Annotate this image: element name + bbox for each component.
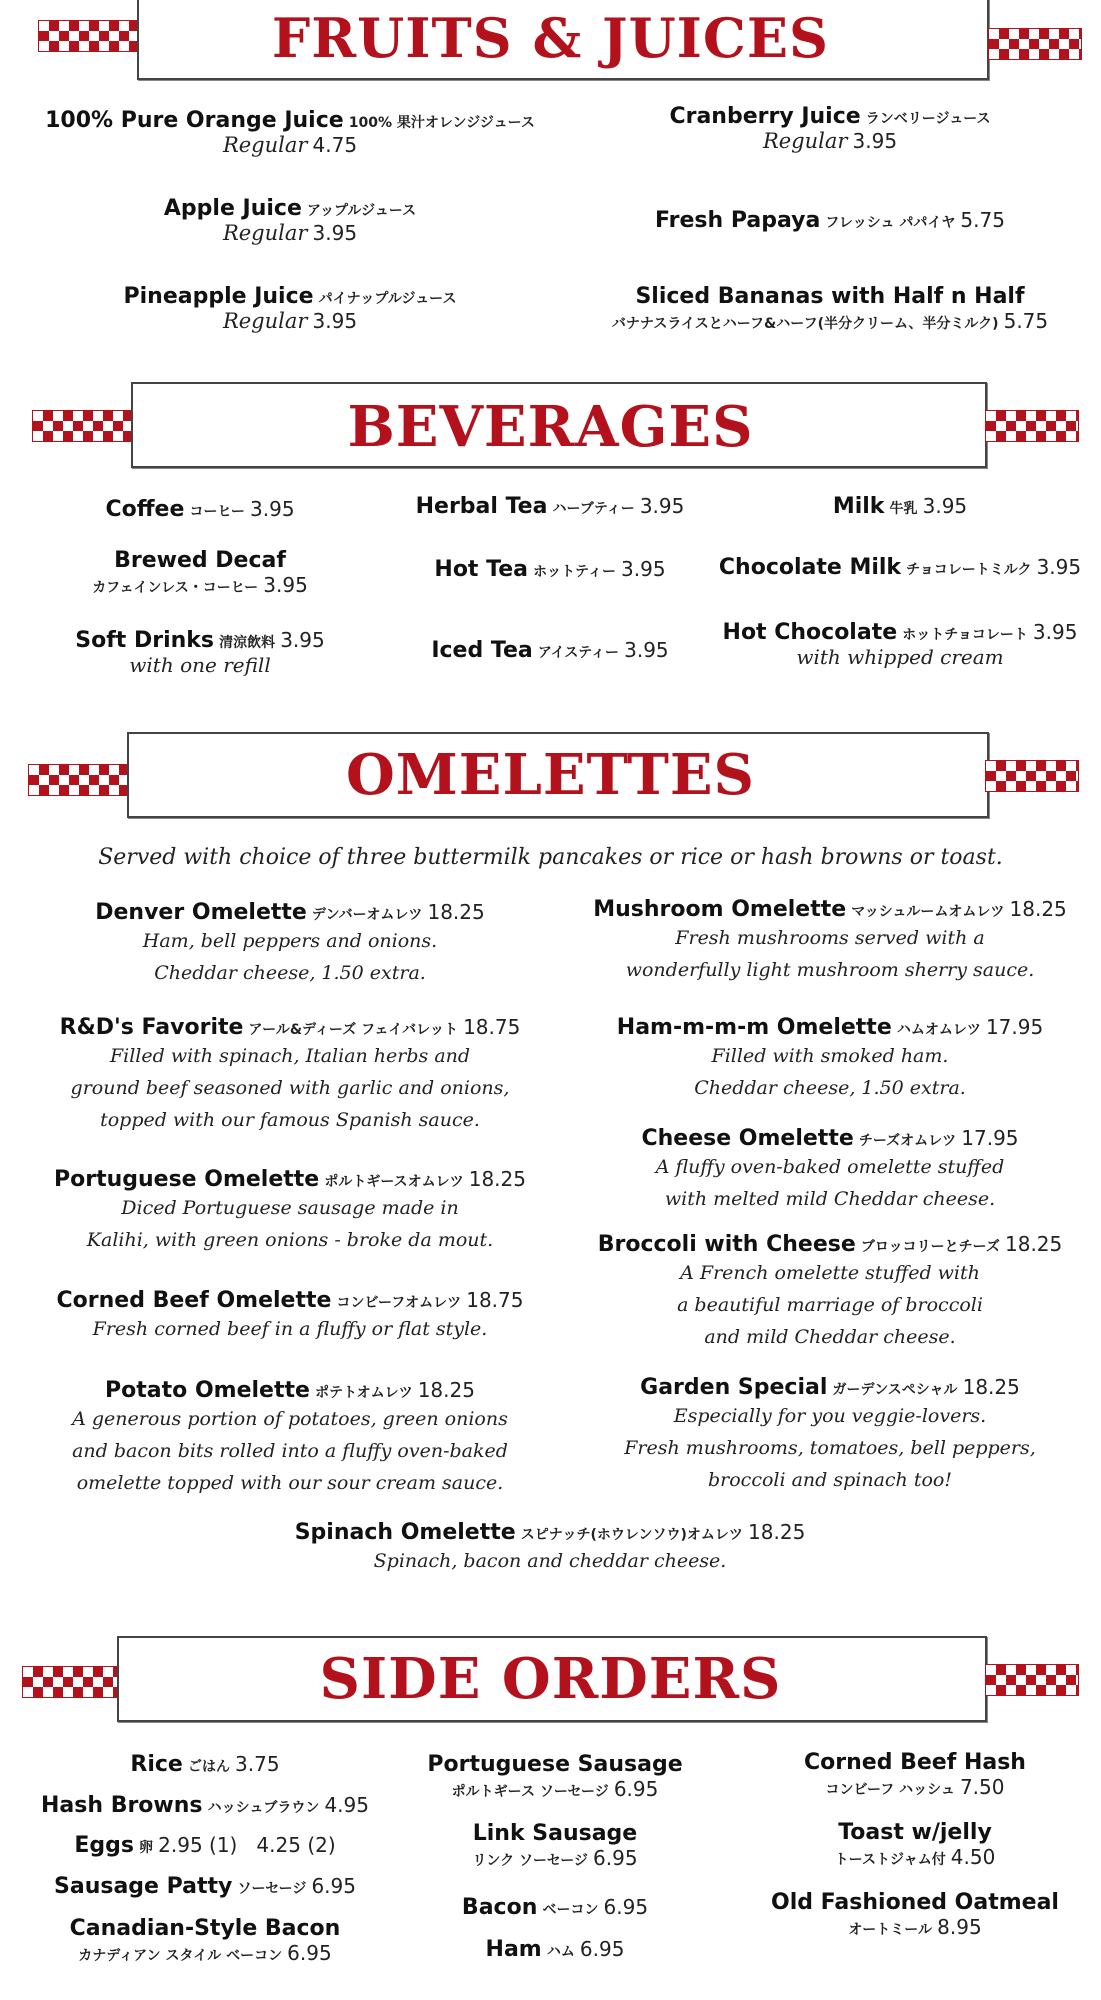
item-price: 6.95 xyxy=(287,1941,332,1965)
item-name: Cheese Omelette xyxy=(641,1126,854,1151)
menu-item-canadian-bacon xyxy=(20,1916,390,1965)
menu-item-pineapple-juice xyxy=(40,284,540,333)
item-price: 18.25 xyxy=(1009,897,1067,921)
item-jp: ランベリージュース xyxy=(865,111,991,127)
menu-item-cheese-omelette xyxy=(570,1126,1090,1215)
item-description: Filled with smoked ham. xyxy=(711,1045,949,1067)
item-price: 3.95 xyxy=(1032,620,1078,644)
item-jp: ガーデンスペシャル xyxy=(832,1382,958,1398)
menu-item-hot-tea xyxy=(370,557,730,582)
item-name: Broccoli with Cheese xyxy=(597,1232,856,1257)
item-name: 100% Pure Orange Juice xyxy=(45,108,344,133)
item-description: Cheddar cheese, 1.50 extra. xyxy=(154,962,426,984)
item-description: Ham, bell peppers and onions. xyxy=(142,930,438,952)
menu-item-bacon xyxy=(380,1895,730,1920)
item-name: Old Fashioned Oatmeal xyxy=(771,1890,1059,1915)
item-price: 6.95 xyxy=(579,1937,625,1961)
item-jp: スピナッチ(ホウレンソウ)オムレツ xyxy=(520,1527,743,1543)
item-name: Hot Chocolate xyxy=(722,620,898,645)
item-jp: デンバーオムレツ xyxy=(311,907,423,923)
menu-item-fresh-papaya xyxy=(580,208,1080,233)
fruits-banner xyxy=(0,0,1101,82)
item-name: Portuguese Sausage xyxy=(427,1752,683,1777)
menu-item-oatmeal xyxy=(740,1890,1090,1939)
menu-item-denver-omelette xyxy=(40,900,540,989)
item-name: Iced Tea xyxy=(431,638,533,663)
item-description: Kalihi, with green onions - broke da mout. xyxy=(86,1229,494,1251)
item-price: 6.95 xyxy=(593,1846,638,1870)
item-price: 5.75 xyxy=(1003,309,1049,333)
item-price: 3.95 xyxy=(639,494,685,518)
section-title-sides: SIDE ORDERS xyxy=(319,1646,782,1712)
item-note: with whipped cream xyxy=(796,645,1004,669)
item-name: Milk xyxy=(832,494,885,519)
menu-item-hash-browns xyxy=(20,1793,390,1818)
item-price: 17.95 xyxy=(985,1015,1044,1039)
item-price: 4.95 xyxy=(324,1793,369,1817)
item-name: Rice xyxy=(130,1752,183,1777)
item-name: Toast w/jelly xyxy=(838,1820,992,1845)
item-description: a beautiful marriage of broccoli xyxy=(677,1294,983,1316)
item-jp: ハーブティー xyxy=(552,501,635,517)
item-jp: アール&ディーズ フェイバレット xyxy=(248,1022,458,1038)
item-price: 18.25 xyxy=(427,900,485,924)
item-jp: ポテトオムレツ xyxy=(315,1385,413,1401)
item-jp: チーズオムレツ xyxy=(858,1133,957,1149)
item-jp: ソーセージ xyxy=(237,1881,307,1897)
item-description: ground beef seasoned with garlic and onions, xyxy=(70,1077,510,1099)
item-price: 3.95 xyxy=(280,628,325,652)
item-jp: チョコレートミルク xyxy=(906,562,1032,578)
menu-item-corned-beef-hash xyxy=(740,1750,1090,1799)
item-jp: ホットティー xyxy=(533,564,616,580)
item-description: and bacon bits rolled into a fluffy oven-baked xyxy=(72,1440,508,1462)
menu-item-rice xyxy=(20,1752,390,1777)
item-jp: ハッシュブラウン xyxy=(207,1800,320,1816)
menu-item-soft-drinks xyxy=(40,628,360,677)
menu-item-chocolate-milk xyxy=(710,555,1090,580)
item-description: Fresh corned beef in a fluffy or flat style. xyxy=(92,1318,488,1340)
item-description: Diced Portuguese sausage made in xyxy=(121,1197,459,1219)
item-name: Hash Browns xyxy=(41,1793,203,1818)
item-jp: 牛乳 xyxy=(889,501,918,517)
item-jp: アイスティー xyxy=(537,645,620,661)
item-name: Eggs xyxy=(74,1833,134,1858)
item-price: 3.95 xyxy=(250,497,295,521)
menu-item-mushroom-omelette xyxy=(570,897,1090,986)
menu-item-iced-tea xyxy=(370,638,730,663)
menu-item-ham xyxy=(380,1937,730,1962)
menu-item-spinach-omelette xyxy=(200,1520,900,1577)
item-description: A French omelette stuffed with xyxy=(680,1262,980,1284)
item-jp: トーストジャム付 xyxy=(834,1852,946,1868)
item-jp: 清涼飲料 xyxy=(219,635,276,651)
item-description: Filled with spinach, Italian herbs and xyxy=(109,1045,471,1067)
menu-item-orange-juice xyxy=(40,108,540,157)
item-description: Fresh mushrooms, tomatoes, bell peppers, xyxy=(624,1437,1036,1459)
item-name: Soft Drinks xyxy=(75,628,215,653)
item-price: 8.95 xyxy=(937,1915,982,1939)
item-name: Denver Omelette xyxy=(95,900,307,925)
item-jp: バナナスライスとハーフ&ハーフ(半分クリーム、半分ミルク) xyxy=(611,316,999,332)
item-name: Spinach Omelette xyxy=(294,1520,516,1545)
item-name: Link Sausage xyxy=(472,1821,638,1846)
item-jp: パイナップルジュース xyxy=(318,291,457,307)
item-name: Cranberry Juice xyxy=(669,104,861,129)
item-price: 18.75 xyxy=(466,1288,524,1312)
item-price: 6.95 xyxy=(613,1777,659,1801)
menu-item-sausage-patty xyxy=(20,1874,390,1899)
menu-item-toast-jelly xyxy=(740,1820,1090,1869)
item-jp: コンビーフオムレツ xyxy=(336,1295,462,1311)
item-description: Spinach, bacon and cheddar cheese. xyxy=(373,1550,727,1572)
item-name: Potato Omelette xyxy=(105,1378,310,1403)
menu-item-rd-favorite xyxy=(40,1015,540,1136)
item-price: 3.95 xyxy=(621,557,666,581)
menu-item-hot-chocolate xyxy=(710,620,1090,669)
item-price: 4.75 xyxy=(312,133,358,157)
item-jp: カナディアン スタイル ベーコン xyxy=(78,1948,283,1964)
item-price: 3.95 xyxy=(1036,555,1082,579)
menu-item-garden-special xyxy=(570,1375,1090,1496)
item-description: and mild Cheddar cheese. xyxy=(704,1326,956,1348)
item-price: 3.95 xyxy=(624,638,669,662)
item-name: Sliced Bananas with Half n Half xyxy=(635,284,1025,309)
item-description: Fresh mushrooms served with a xyxy=(675,927,985,949)
item-name: Apple Juice xyxy=(163,196,302,221)
item-jp: コーヒー xyxy=(189,504,245,520)
item-jp: ホットチョコレート xyxy=(902,627,1028,643)
item-jp: ハム xyxy=(546,1944,575,1960)
item-jp: ハムオムレツ xyxy=(896,1022,981,1038)
item-description: topped with our famous Spanish sauce. xyxy=(100,1109,480,1131)
menu-item-corned-beef-omelette xyxy=(40,1288,540,1345)
item-jp: ベーコン xyxy=(542,1902,599,1918)
item-jp: アップルジュース xyxy=(306,203,417,219)
menu-item-herbal-tea xyxy=(370,494,730,519)
item-price: 3.75 xyxy=(235,1752,280,1776)
item-jp: リンク ソーセージ xyxy=(472,1853,588,1869)
item-note: with one refill xyxy=(129,653,271,677)
item-name: Pineapple Juice xyxy=(123,284,314,309)
item-description: wonderfully light mushroom sherry sauce. xyxy=(625,959,1035,981)
item-jp: ごはん xyxy=(187,1759,230,1775)
item-jp: オートミール xyxy=(848,1922,933,1938)
item-price: 4.50 xyxy=(950,1845,996,1869)
item-name: Garden Special xyxy=(640,1375,828,1400)
item-jp: ポルトギース ソーセージ xyxy=(451,1784,609,1800)
item-price: 7.50 xyxy=(959,1775,1005,1799)
menu-item-link-sausage xyxy=(380,1821,730,1870)
item-jp: 100% 果汁オレンジジュース xyxy=(348,115,535,131)
omelettes-banner xyxy=(0,728,1101,820)
item-price: 18.25 xyxy=(1005,1232,1063,1256)
item-price: 18.25 xyxy=(468,1167,526,1191)
item-description: with melted mild Cheddar cheese. xyxy=(664,1188,996,1210)
item-price: 18.25 xyxy=(962,1375,1020,1399)
item-jp: 卵 xyxy=(139,1840,154,1856)
item-price: 5.75 xyxy=(960,208,1005,232)
item-description: Especially for you veggie-lovers. xyxy=(673,1405,987,1427)
item-name: Mushroom Omelette xyxy=(593,897,847,922)
beverages-banner xyxy=(0,380,1101,470)
sides-banner xyxy=(0,1632,1101,1724)
menu-item-sliced-bananas xyxy=(570,284,1090,333)
menu-item-brewed-decaf xyxy=(40,548,360,597)
omelettes-intro: Served with choice of three buttermilk pancakes or rice or hash browns or toast. xyxy=(98,845,1003,870)
item-name: Fresh Papaya xyxy=(655,208,821,233)
item-size: Regular xyxy=(222,133,308,157)
item-name: Coffee xyxy=(105,497,185,522)
menu-item-eggs xyxy=(20,1833,390,1858)
section-title-fruits: FRUITS & JUICES xyxy=(271,6,830,70)
item-price: 17.95 xyxy=(961,1126,1019,1150)
item-price: 3.95 xyxy=(263,573,308,597)
item-price: 3.95 xyxy=(312,221,358,245)
item-name: Canadian-Style Bacon xyxy=(69,1916,341,1941)
item-name: Portuguese Omelette xyxy=(53,1167,320,1192)
item-name: Bacon xyxy=(461,1895,538,1920)
item-price: 3.95 xyxy=(922,494,968,518)
item-name: Hot Tea xyxy=(434,557,528,582)
menu-item-portuguese-omelette xyxy=(40,1167,540,1256)
item-price: 18.25 xyxy=(748,1520,806,1544)
item-description: A generous portion of potatoes, green onions xyxy=(72,1408,508,1430)
item-name: Herbal Tea xyxy=(415,494,548,519)
menu-item-broccoli-cheese xyxy=(570,1232,1090,1353)
item-name: Corned Beef Omelette xyxy=(56,1288,332,1313)
item-description: omelette topped with our sour cream sauce. xyxy=(76,1472,504,1494)
menu-item-portuguese-sausage xyxy=(380,1752,730,1801)
item-price: 2.95 (1) 4.25 (2) xyxy=(158,1833,336,1857)
section-title-beverages: BEVERAGES xyxy=(347,394,754,460)
item-price: 18.25 xyxy=(417,1378,475,1402)
menu-item-milk xyxy=(720,494,1080,519)
item-jp: コンビーフ ハッシュ xyxy=(825,1782,955,1798)
item-name: Corned Beef Hash xyxy=(804,1750,1026,1775)
item-price: 18.75 xyxy=(463,1015,521,1039)
item-name: Ham-m-m-m Omelette xyxy=(616,1015,892,1040)
item-price: 3.95 xyxy=(852,129,898,153)
item-jp: ブロッコリーとチーズ xyxy=(860,1239,1000,1255)
item-name: Chocolate Milk xyxy=(718,555,902,580)
item-name: Sausage Patty xyxy=(54,1874,233,1899)
item-description: broccoli and spinach too! xyxy=(708,1469,952,1491)
item-jp: ポルトギースオムレツ xyxy=(324,1174,464,1190)
item-description: Cheddar cheese, 1.50 extra. xyxy=(694,1077,966,1099)
item-name: Ham xyxy=(485,1937,542,1962)
item-size: Regular xyxy=(222,221,308,245)
menu-item-potato-omelette xyxy=(40,1378,540,1499)
menu-item-apple-juice xyxy=(40,196,540,245)
item-price: 6.95 xyxy=(311,1874,356,1898)
item-jp: カフェインレス・コーヒー xyxy=(92,580,259,596)
section-title-omelettes: OMELETTES xyxy=(346,742,755,808)
item-price: 3.95 xyxy=(312,309,358,333)
item-name: Brewed Decaf xyxy=(114,548,286,573)
item-jp: マッシュルームオムレツ xyxy=(851,904,1005,920)
item-jp: フレッシュ パパイヤ xyxy=(825,215,956,231)
menu-item-coffee xyxy=(40,497,360,522)
item-size: Regular xyxy=(222,309,308,333)
item-description: A fluffy oven-baked omelette stuffed xyxy=(655,1156,1005,1178)
item-name: R&D's Favorite xyxy=(59,1015,244,1040)
item-size: Regular xyxy=(762,129,848,153)
menu-item-ham-omelette xyxy=(570,1015,1090,1104)
item-price: 6.95 xyxy=(603,1895,649,1919)
menu-item-cranberry-juice xyxy=(580,104,1080,153)
